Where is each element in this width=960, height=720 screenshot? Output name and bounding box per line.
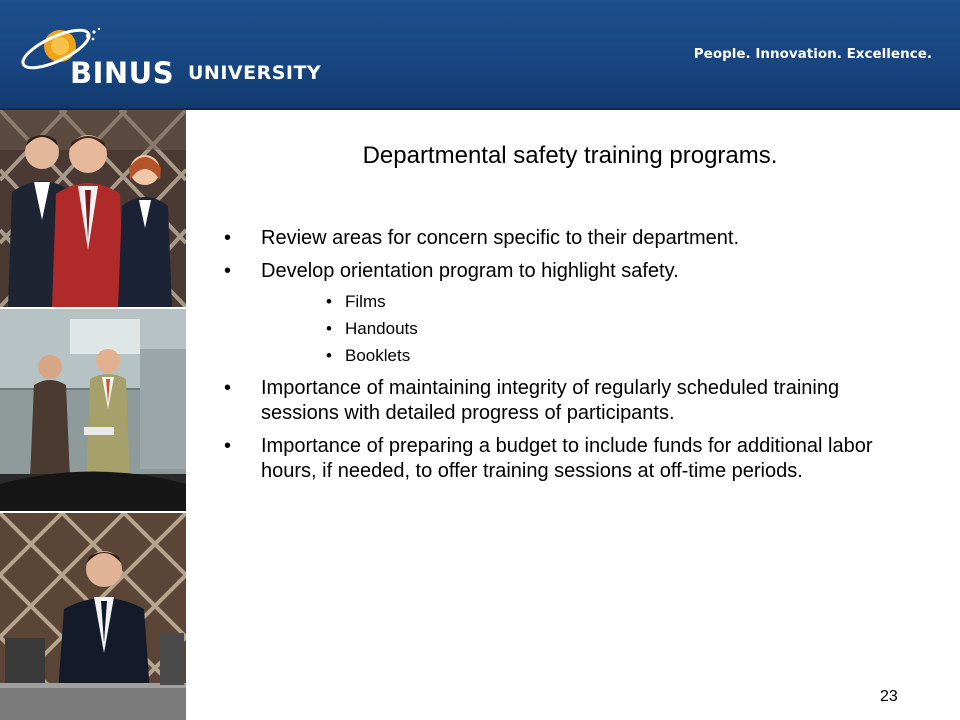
- photo-strip: [0, 110, 186, 720]
- bullet-dot-icon: •: [326, 346, 332, 365]
- bullet-item: [224, 434, 884, 484]
- sub-bullet-text: Films: [345, 292, 386, 311]
- sub-bullet-item: [224, 346, 884, 366]
- bullet-text: Review areas for concern specific to their department.: [261, 227, 739, 249]
- brand-subtitle: UNIVERSITY: [188, 62, 322, 84]
- bullet-text: Importance of maintaining integrity of regularly scheduled training sessions with detailed progress of participants.: [261, 377, 840, 424]
- header-bar: [0, 0, 960, 110]
- bullet-dot-icon: •: [224, 227, 232, 249]
- receptionist-photo: [0, 513, 186, 720]
- bullet-dot-icon: •: [224, 377, 232, 399]
- bullet-item: [224, 259, 884, 284]
- slide-content: [224, 226, 884, 492]
- brand-name: BINUS: [70, 56, 175, 90]
- sub-bullet-text: Handouts: [345, 319, 418, 338]
- sub-bullet-text: Booklets: [345, 346, 411, 365]
- sub-bullet-item: [224, 319, 884, 339]
- tagline: People. Innovation. Excellence.: [693, 46, 932, 62]
- bullet-item: [224, 226, 884, 251]
- bullet-item: [224, 376, 884, 426]
- bullet-dot-icon: •: [326, 292, 332, 311]
- bullet-dot-icon: •: [224, 260, 232, 282]
- page-number: 23: [880, 688, 898, 705]
- sub-bullet-item: [224, 292, 884, 312]
- staff-meeting-photo: [0, 309, 186, 511]
- slide-title: Departmental safety training programs.: [362, 142, 778, 169]
- bullet-dot-icon: •: [224, 435, 232, 457]
- bullet-text: Importance of preparing a budget to include funds for additional labor hours, if needed, to offer training sessions at off-time periods.: [261, 435, 873, 482]
- bullet-dot-icon: •: [326, 319, 332, 338]
- bullet-text: Develop orientation program to highlight safety.: [261, 260, 679, 282]
- staff-group-photo: [0, 110, 186, 307]
